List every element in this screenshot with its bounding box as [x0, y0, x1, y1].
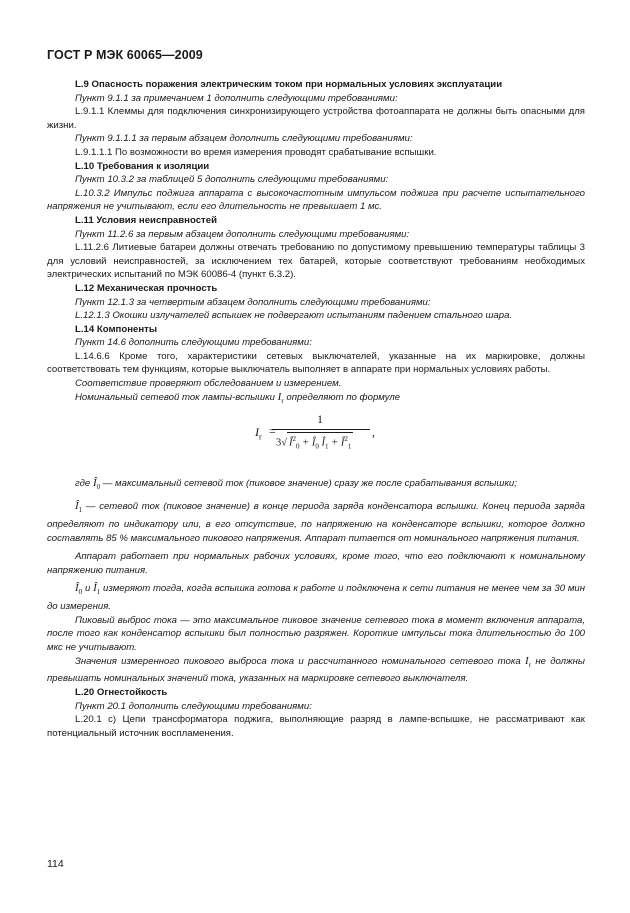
formula-equals: =	[269, 424, 276, 439]
paragraph: L.12.1.3 Окошки излучателей вспышек не подвергают испытаниям падением стального шара.	[75, 310, 513, 322]
paragraph: Пункт 14.6 дополнить следующими требованиями:	[75, 337, 312, 349]
paragraph: L.9.1.1 Клеммы для подключения синхронизирующего устройства фотоаппарата не должны быть опасными для жизни.	[47, 106, 585, 131]
formula-lhs: $I_r$	[255, 425, 262, 442]
formula-denominator: 3√ $Î^2_0$ + $Î_0$ $Î_1$ + $Î^2_1$	[276, 432, 353, 454]
formula-comma: ,	[372, 425, 375, 440]
document-body	[47, 78, 585, 740]
nominal-current-formula	[47, 410, 585, 472]
current-symbol-ir: $I_r$	[277, 390, 284, 405]
section-heading-l9: L.9 Опасность поражения электрическим током при нормальных условиях эксплуатации	[75, 79, 503, 90]
section-heading-l12: L.12 Механическая прочность	[75, 282, 218, 294]
paragraph: L.14.6.6 Кроме того, характеристики сетевых выключателей, указанные на их маркировке, должны соответствовать тем функциям, которые выключатель выполняет в аппарате при нормальных условиях работы.	[47, 350, 585, 376]
document-header: ГОСТ Р МЭК 60065—2009	[47, 48, 203, 62]
current-symbol-ir: $I_r$	[525, 654, 532, 669]
paragraph-i1-definition: $Î_1$ — сетевой ток (пиковое значение) в конце периода заряда конденсатора вспышки. Конец периода заряда определяют по индикатору или, в его отсутствие, по напряжению на конденсаторе вспышки, которое должно составлять 85 % максимального пикового напряжения. Аппарат питается от номинального напряжения питания.	[47, 500, 585, 544]
symbol-i0-hat: $Î_0$	[92, 477, 101, 492]
paragraph: Пункт 10.3.2 за таблицей 5 дополнить следующими требованиями:	[75, 174, 389, 186]
symbol-i0-hat: $Î_0$	[75, 582, 83, 597]
section-heading-l10: L.10 Требования к изоляции	[75, 160, 210, 172]
paragraph-values: Значения измеренного пикового выброса тока и рассчитанного номинального сетевого тока $I_r$ не должны превышать номинальных значений тока, указанных на маркировке сетевого выключателя.	[47, 654, 585, 685]
symbol-i1-hat: $Î_1$	[75, 500, 83, 515]
paragraph-nominal-current: Номинальный сетевой ток лампы-вспышки $I_r$ определяют по формуле	[75, 390, 401, 405]
paragraph: Аппарат работает при нормальных рабочих условиях, кроме того, что его подключают к номинальному напряжению питания.	[47, 551, 585, 576]
paragraph: Пункт 9.1.1 за примечанием 1 дополнить следующими требованиями:	[75, 92, 398, 104]
paragraph: L.20.1 c) Цепи трансформатора поджига, выполняющие разряд в лампе-вспышке, не рассматривают как потенциальный источник воспламенения.	[47, 714, 585, 739]
paragraph: Соответствие проверяют обследованием и измерением.	[75, 378, 342, 390]
formula-numerator: 1	[317, 412, 323, 427]
fraction-bar	[272, 429, 370, 430]
section-heading-l14: L.14 Компоненты	[75, 323, 158, 335]
paragraph: L.11.2.6 Литиевые батареи должны отвечать требованию по допустимому превышению температуры таблицы 3 для условий неисправностей, за исключением тех батарей, которые соответствуют требованиям необходимых электрических испытаний по МЭК 60086-4 (пункт 6.3.2).	[47, 242, 585, 281]
paragraph: Пункт 9.1.1.1 за первым абзацем дополнить следующими требованиями:	[75, 133, 413, 145]
paragraph: Пункт 11.2.6 за первым абзацем дополнить следующими требованиями:	[75, 228, 410, 240]
symbol-i1-hat: $Î_1$	[93, 582, 101, 597]
paragraph: Пиковый выброс тока — это максимальное пиковое значение сетевого тока в момент включения аппарата, после того как конденсатор вспышки был полностью разряжен. Короткие импульсы тока длительностью до 100 мкс не учитывают.	[47, 614, 585, 653]
paragraph: Пункт 12.1.3 за четвертым абзацем дополнить следующими требованиями:	[75, 296, 431, 308]
paragraph: Пункт 20.1 дополнить следующими требованиями:	[75, 700, 312, 712]
section-heading-l20: L.20 Огнестойкость	[75, 686, 168, 698]
paragraph: L.10.3.2 Импульс поджига аппарата с высокочастотным импульсом поджига при расчете испытательного напряжения не учитывают, если его длительность не превышает 1 мс.	[47, 187, 585, 213]
section-heading-l11: L.11 Условия неисправностей	[75, 214, 217, 226]
paragraph-measured: $Î_0$ и $Î_1$ измеряют тогда, когда вспышка готова к работе и подключена к сети питания не менее чем за 30 мин до измерения.	[47, 582, 586, 613]
paragraph: L.9.1.1.1 По возможности во время измерения проводят срабатывание вспышки.	[75, 146, 437, 158]
page-number: 114	[47, 858, 64, 870]
paragraph-where: где $Î_0$ — максимальный сетевой ток (пиковое значение) сразу же после срабатывания вспышки;	[75, 477, 517, 492]
